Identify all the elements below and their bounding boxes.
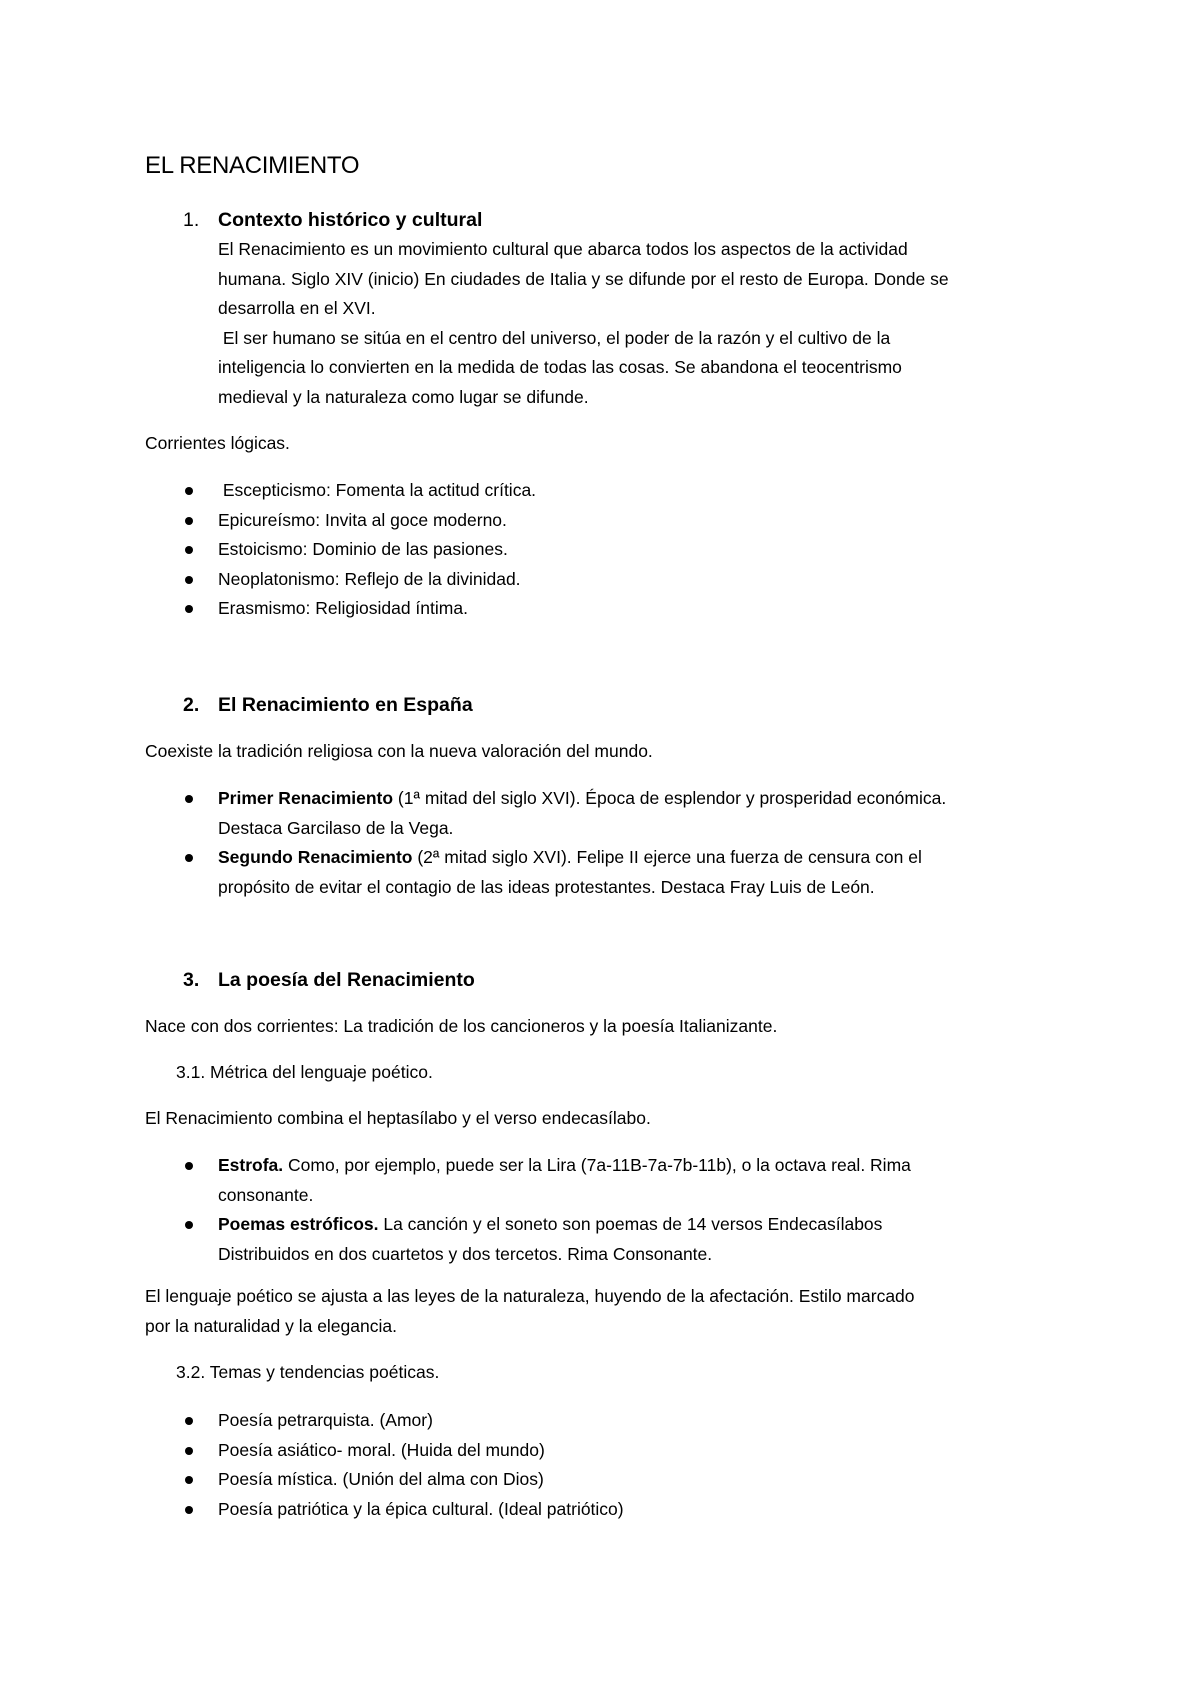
section-number: 3. <box>183 969 200 991</box>
list-item: Neoplatonismo: Reflejo de la divinidad. <box>0 565 536 595</box>
paragraph-line: inteligencia lo convierten en la medida de todas las cosas. Se abandona el teocentrismo <box>218 357 902 377</box>
subsection-3-1-closing <box>145 1282 915 1341</box>
subsection-3-1-text: El Renacimiento combina el heptasílabo y el verso endecasílabo. <box>145 1108 651 1128</box>
bullet-icon <box>185 1417 193 1425</box>
subsection-3-2-label: 3.2. Temas y tendencias poéticas. <box>176 1362 440 1382</box>
paragraph-line: El Renacimiento es un movimiento cultural que abarca todos los aspectos de la actividad <box>218 239 908 259</box>
list-item: Poesía mística. (Unión del alma con Dios) <box>0 1465 624 1495</box>
list-item: Erasmismo: Religiosidad íntima. <box>0 594 536 624</box>
paragraph-line: por la naturalidad y la elegancia. <box>145 1315 397 1336</box>
paragraph-line: desarrolla en el XVI. <box>218 298 376 318</box>
section-2-list <box>0 784 946 902</box>
bullet-icon <box>185 517 193 525</box>
paragraph-line: El lenguaje poético se ajusta a las leyes de la naturaleza, huyendo de la afectación. Estilo marcado <box>145 1286 915 1306</box>
corrientes-list <box>0 476 536 624</box>
section-1-paragraph <box>218 235 949 412</box>
section-number: 2. <box>183 694 200 716</box>
paragraph-line: El ser humano se sitúa en el centro del universo, el poder de la razón y el cultivo de la <box>218 327 891 348</box>
subsection-3-1-list <box>0 1151 911 1269</box>
section-3-intro: Nace con dos corrientes: La tradición de los cancioneros y la poesía Italianizante. <box>145 1016 778 1036</box>
list-item: Escepticismo: Fomenta la actitud crítica. <box>0 476 536 506</box>
bullet-icon <box>185 1221 193 1229</box>
bullet-icon <box>185 605 193 613</box>
bullet-icon <box>185 576 193 584</box>
document-title: EL RENACIMIENTO <box>145 152 360 179</box>
section-number: 1. <box>183 209 200 231</box>
subsection-3-1-label: 3.1. Métrica del lenguaje poético. <box>176 1062 433 1082</box>
bullet-icon <box>185 1447 193 1455</box>
corrientes-label: Corrientes lógicas. <box>145 433 290 453</box>
bullet-icon <box>185 546 193 554</box>
paragraph-line: medieval y la naturaleza como lugar se difunde. <box>218 386 589 407</box>
list-item: Segundo Renacimiento (2ª mitad siglo XVI). Felipe II ejerce una fuerza de censura con el propósito de evitar el contagio de las ideas protestantes. Destaca Fray Luis de León. <box>0 843 946 902</box>
section-2-intro: Coexiste la tradición religiosa con la nueva valoración del mundo. <box>145 741 653 761</box>
list-item: Primer Renacimiento (1ª mitad del siglo XVI). Época de esplendor y prosperidad económica. Destaca Garcilaso de la Vega. <box>0 784 946 843</box>
list-item: Estoicismo: Dominio de las pasiones. <box>0 535 536 565</box>
list-item: Estrofa. Como, por ejemplo, puede ser la Lira (7a-11B-7a-7b-11b), o la octava real. Rima consonante. <box>0 1151 911 1210</box>
section-title: Contexto histórico y cultural <box>218 209 483 231</box>
list-item: Poesía petrarquista. (Amor) <box>0 1406 624 1436</box>
bullet-icon <box>185 1506 193 1514</box>
bullet-icon <box>185 1476 193 1484</box>
paragraph-line: humana. Siglo XIV (inicio) En ciudades de Italia y se difunde por el resto de Europa. Donde se <box>218 268 949 289</box>
list-item: Poemas estróficos. La canción y el soneto son poemas de 14 versos Endecasílabos Distribuidos en dos cuartetos y dos tercetos. Rima Consonante. <box>0 1210 911 1269</box>
section-title: El Renacimiento en España <box>218 694 473 716</box>
list-item: Poesía patriótica y la épica cultural. (Ideal patriótico) <box>0 1495 624 1525</box>
list-item: Epicureísmo: Invita al goce moderno. <box>0 506 536 536</box>
bullet-icon <box>185 795 193 803</box>
bullet-icon <box>185 487 193 495</box>
bullet-icon <box>185 854 193 862</box>
section-title: La poesía del Renacimiento <box>218 969 475 991</box>
bullet-icon <box>185 1162 193 1170</box>
subsection-3-2-list <box>0 1406 624 1524</box>
list-item: Poesía asiático- moral. (Huida del mundo) <box>0 1436 624 1466</box>
